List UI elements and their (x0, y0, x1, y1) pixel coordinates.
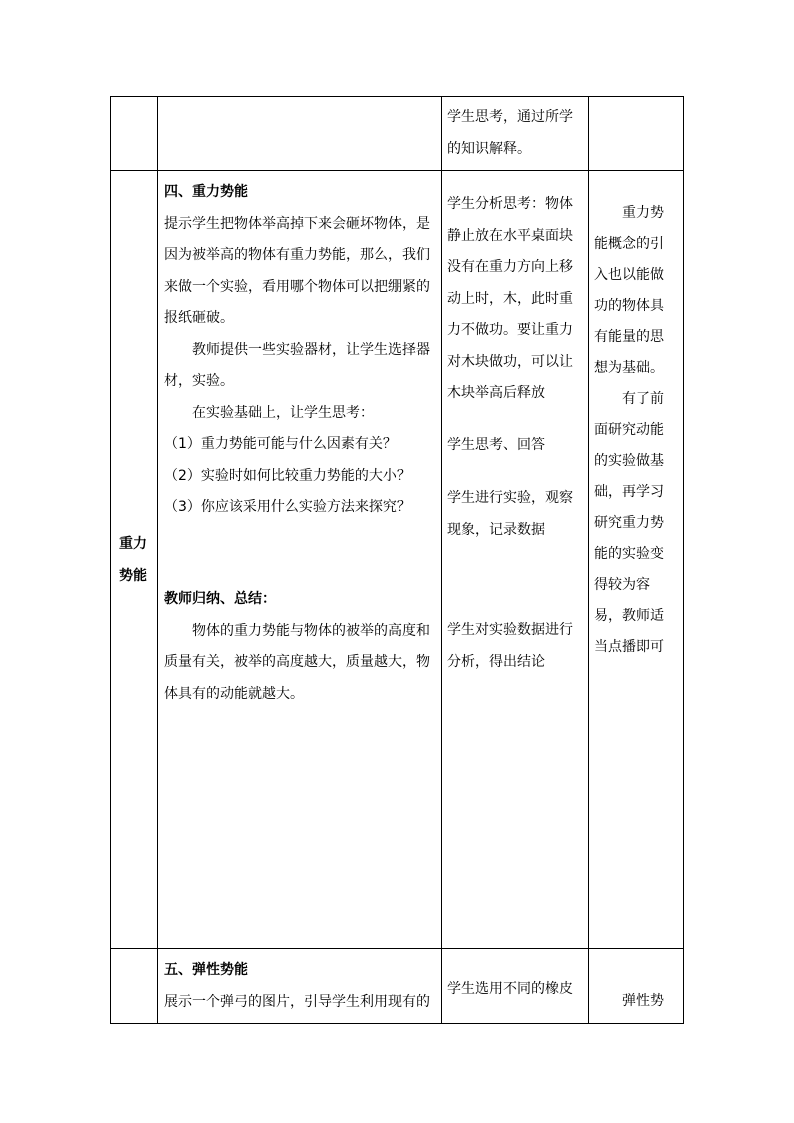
text-line: 木块举高后释放 (447, 385, 545, 401)
text-line: 来做一个实验，看用哪个物体可以把绷紧的 (164, 278, 430, 295)
text-line: 报纸砸破。 (164, 310, 234, 326)
text-line: 得较为容 (594, 577, 650, 593)
text-line: 动上时，木，此时重 (447, 290, 573, 307)
text-line: 学生思考、回答 (447, 437, 545, 453)
section-label-line: 势能 (119, 567, 147, 584)
question-item: （2）实验时如何比较重力势能的大小？ (164, 467, 411, 484)
text-line: 对木块做功，可以让 (447, 353, 573, 370)
question-item: （1）重力势能可能与什么因素有关？ (164, 436, 397, 452)
column-divider-1 (157, 96, 158, 1024)
text-line: 的实验做基 (594, 453, 664, 469)
table-border-left (110, 96, 111, 1024)
text-line: 没有在重力方向上移 (447, 259, 573, 275)
text-line: 力不做功。要让重力 (447, 322, 573, 338)
text-line: 学生分析思考：物体 (447, 196, 573, 212)
table-border-bottom (110, 1023, 684, 1024)
row2-student-block-2 (447, 430, 545, 462)
text-line: 分析，得出结论 (447, 653, 545, 670)
text-line: 学生进行实验，观察 (447, 490, 573, 506)
section-heading: 五、弹性势能 (164, 962, 248, 978)
row1-student-activity (447, 102, 573, 165)
text-line: 想为基础。 (594, 360, 664, 376)
summary-heading: 教师归纳、总结： (164, 591, 276, 607)
row2-student-block-4 (447, 615, 573, 678)
text-line: 体具有的动能就越大。 (164, 685, 304, 702)
row2-design-intent (594, 198, 664, 663)
text-line: 易，教师适 (594, 608, 664, 624)
text-line: 弹性势 (622, 993, 664, 1009)
text-line: 在实验基础上，让学生思考： (192, 404, 374, 421)
section-label-gravity-pe (119, 529, 147, 592)
text-line: 能概念的引 (594, 236, 664, 252)
text-line: 能的实验变 (594, 546, 664, 562)
row3-design-intent (594, 986, 664, 1018)
text-line: 功的物体具 (594, 298, 664, 314)
row2-student-block-1 (447, 189, 573, 410)
text-line: 础，再学习 (594, 484, 664, 500)
text-line: 的知识解释。 (447, 140, 531, 157)
section-label-line: 重力 (119, 536, 147, 552)
text-line: 学生对实验数据进行 (447, 622, 573, 638)
table-border-right (683, 96, 684, 1024)
text-line: 材，实验。 (164, 373, 234, 389)
text-line: 重力势 (622, 205, 664, 221)
text-line: 展示一个弹弓的图片，引导学生利用现有的 (164, 993, 430, 1010)
text-line: 提示学生把物体举高掉下来会砸坏物体，是 (164, 215, 430, 232)
text-line: 因为被举高的物体有重力势能，那么，我们 (164, 247, 430, 263)
question-item: （3）你应该采用什么实验方法来探究？ (164, 499, 411, 515)
row3-teacher-activity (164, 955, 430, 1018)
section-heading: 四、重力势能 (164, 184, 248, 200)
text-line: 入也以能做 (594, 267, 664, 283)
text-line: 学生选用不同的橡皮 (447, 981, 573, 997)
text-line: 研究重力势 (594, 515, 664, 531)
text-line: 学生思考，通过所学 (447, 109, 573, 125)
table-border-top (110, 96, 684, 97)
row2-student-block-3 (447, 483, 573, 546)
row2-teacher-activity (164, 177, 430, 524)
row-divider-1 (110, 170, 684, 171)
column-divider-3 (588, 96, 589, 1024)
text-line: 现象，记录数据 (447, 521, 545, 538)
row-divider-2 (110, 948, 684, 949)
text-line: 有了前 (622, 391, 664, 407)
text-line: 质量有关，被举的高度越大，质量越大，物 (164, 654, 430, 670)
column-divider-2 (441, 96, 442, 1024)
text-line: 物体的重力势能与物体的被举的高度和 (192, 622, 430, 639)
text-line: 面研究动能 (594, 422, 664, 438)
row3-student-activity (447, 974, 573, 1006)
text-line: 有能量的思 (594, 329, 664, 345)
row2-summary (164, 584, 430, 710)
text-line: 当点播即可 (594, 639, 664, 655)
text-line: 静止放在水平桌面块 (447, 227, 573, 244)
text-line: 教师提供一些实验器材，让学生选择器 (192, 341, 430, 358)
